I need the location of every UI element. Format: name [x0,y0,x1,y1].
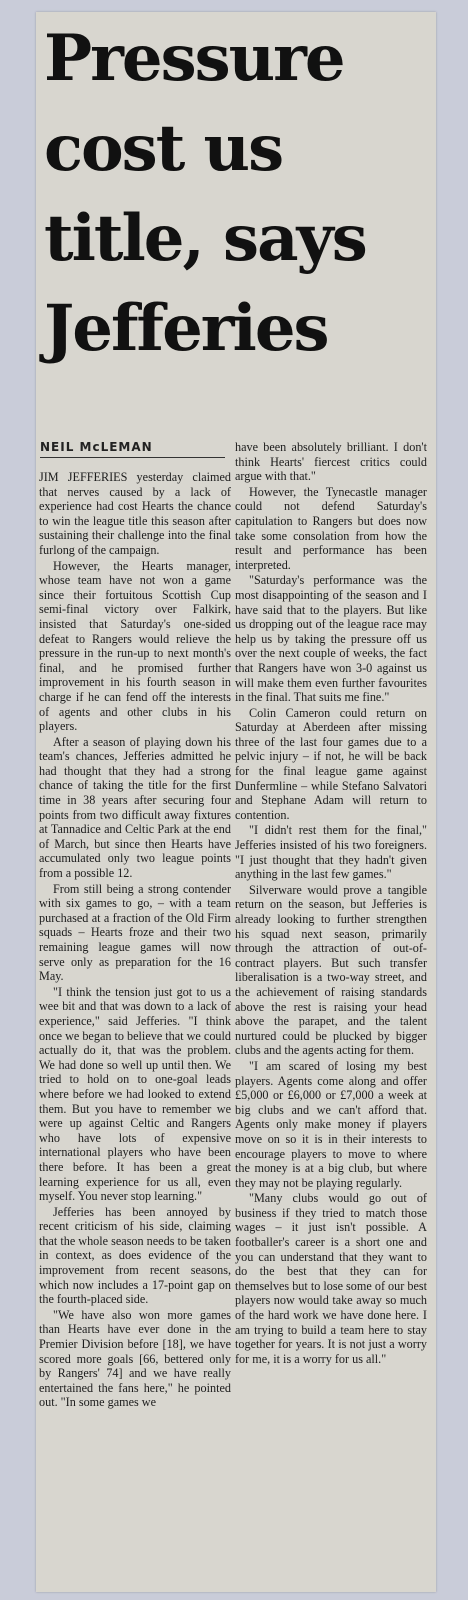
paragraph: "I didn't rest them for the final," Jefferies insisted of his two foreigners. "I just thought that they hadn't given anything in the last few games." [235,823,427,882]
paragraph: Colin Cameron could return on Saturday at Aberdeen after missing three of the last four games due to a pelvic injury – if not, he will be back for the final league game against Dunfermline – while Stefano Salvatori and Stephane Adam will return to contention. [235,705,427,822]
article-column-left [39,470,231,1411]
paragraph: Jefferies has been annoyed by recent criticism of his side, claiming that the whole season needs to be taken in context, as does evidence of the improvement from recent seasons, which now includes a 17-point gap on the fourth-placed side. [39,1204,231,1307]
headline: Pressure cost us title, says Jefferies [44,21,366,366]
paragraph: "Many clubs would go out of business if they tried to match those wages – it just isn't possible. A footballer's career is a short one and you can understand that they want to do the best that they can for themselves but to lose some of our best players now would take away so much of the hard work we have done here. I am trying to build a team here to stay together for years. It is not just a worry for me, it is a worry for us all." [235,1191,427,1366]
byline: NEIL McLEMAN [40,440,225,458]
paragraph: From still being a strong contender with six games to go, – with a team purchased at a fraction of the Old Firm squads – Hearts froze and their two remaining league games will now serve only as preparation for the 16 May. [39,881,231,984]
article-column-right [235,440,427,1367]
paragraph: "I am scared of losing my best players. Agents come along and offer £5,000 or £6,000 or £7,000 a week at big clubs and we can't afford that. Agents only make money if players move on so it is in their interests to encourage players to move to where the money is at a big club, but where they may not be playing regularly. [235,1058,427,1190]
paragraph: "Saturday's performance was the most disappointing of the season and I have said that to the players. But like us dropping out of the league race may help us by taking the pressure off us over the next couple of weeks, the fact that Rangers have won 3-0 against us will make them even further favourites in the final. That suits me fine." [235,573,427,705]
paragraph: JIM JEFFERIES yesterday claimed that nerves caused by a lack of experience had cost Hearts the chance to win the league title this season after sustaining their challenge into the final furlong of the campaign. [39,470,231,557]
paragraph: However, the Hearts manager, whose team have not won a game since their fortuitous Scottish Cup semi-final victory over Falkirk, insisted that Saturday's one-sided defeat to Rangers would relieve the pressure in the run-up to next month's final, and he promised further improvement in his fourth season in charge if he can fend off the interests of agents and other clubs in his players. [39,558,231,734]
paragraph: Silverware would prove a tangible return on the season, but Jefferies is already looking to further strengthen his squad next season, primarily through the attraction of out-of-contract players. But such transfer liberalisation is a two-way street, and the achievement of raising standards above the rest is raising your head above the parapet, and the talent nurtured could be plucked by bigger clubs and the agents acting for them. [235,882,427,1058]
paragraph: "We have also won more games than Hearts have ever done in the Premier Division before [18], we have scored more goals [66, bettered only by Rangers' 74] and we have really entertained the fans here," he pointed out. "In some games we [39,1307,231,1410]
paragraph: After a season of playing down his team's chances, Jefferies admitted he had thought that they had a strong chance of taking the title for the first time in 38 years after securing four points from two difficult away fixtures at Tannadice and Celtic Park at the end of March, but since then Hearts have accumulated only two league points from a possible 12. [39,734,231,881]
paragraph: "I think the tension just got to us a wee bit and that was down to a lack of experience," said Jefferies. "I think once we began to believe that we could actually do it, that was the problem. We had done so well up until then. We tried to hold on to one-goal leads where before we had looked to extend them. But you have to remember we were up against Celtic and Rangers who have lots of expensive international players who have been there before. It has been a great learning experience for us all, even myself. You never stop learning." [39,984,231,1204]
paragraph: However, the Tynecastle manager could not defend Saturday's capitulation to Rangers but does now take some consolation from how the result and performance has been interpreted. [235,484,427,572]
paragraph: have been absolutely brilliant. I don't think Hearts' fiercest critics could argue with that." [235,440,427,484]
newspaper-clipping [36,12,436,1592]
